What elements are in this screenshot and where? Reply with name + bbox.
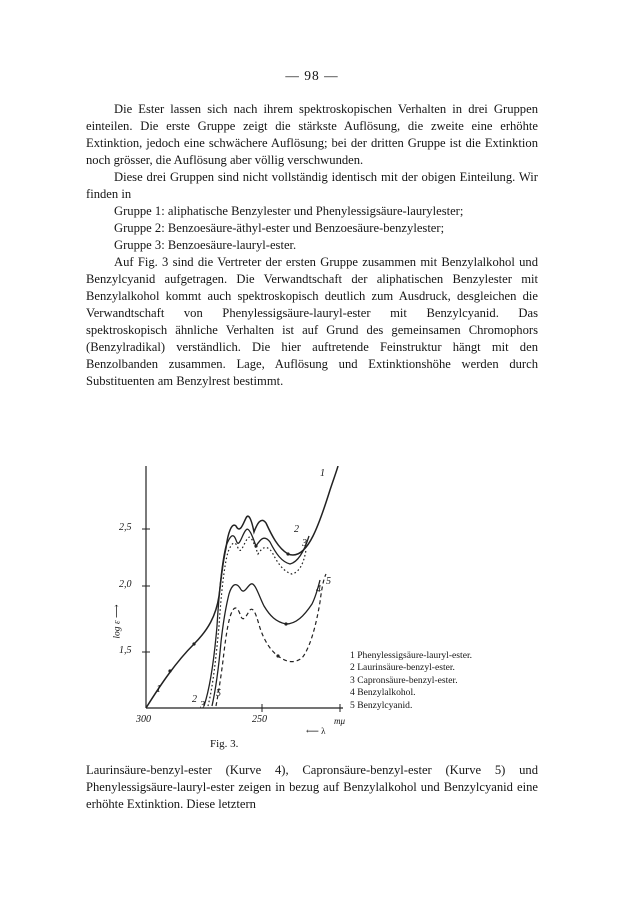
legend-item: 1 Phenylessigsäure-lauryl-ester. xyxy=(350,650,473,661)
x-tick-label: 300 xyxy=(136,714,151,725)
x-axis-label: ⟵ λ xyxy=(306,726,326,736)
legend-item: 4 Benzylalkohol. xyxy=(350,687,416,699)
curve-1-point xyxy=(286,552,289,555)
y-tick-label: 2,5 xyxy=(119,522,132,533)
curve-1 xyxy=(146,466,338,708)
curve-3-label: 3 xyxy=(302,538,307,549)
spectrum-plot xyxy=(116,466,536,766)
legend-item: 3 Capronsäure-benzyl-ester. xyxy=(350,674,458,686)
curve-5-label: 5 xyxy=(216,688,221,699)
curve-3-label: 3 xyxy=(200,700,205,711)
group-2-item: Gruppe 2: Benzoesäure-äthyl-ester und Benzoesäure-benzylester; xyxy=(114,221,445,235)
curve-2-point xyxy=(254,544,257,547)
figure-caption: Fig. 3. xyxy=(210,738,239,750)
y-tick-label: 1,5 xyxy=(119,645,132,656)
bottom-text xyxy=(86,762,538,813)
page-number: — 98 — xyxy=(285,68,339,83)
y-axis-label: log ε ⟶ xyxy=(112,604,123,639)
curve-4-label: 4 xyxy=(316,584,321,595)
group-1-item: Gruppe 1: aliphatische Benzylester und Phenylessigsäure-laurylester; xyxy=(114,204,464,218)
figure-3 xyxy=(112,466,536,766)
paragraph-fig3: Auf Fig. 3 sind die Vertreter der ersten Gruppe zusammen mit Benzylalkohol und Benzylcyanid aufgetragen. Die Verwandtschaft der aliphatischen Benzylester mit Benzylalkohol kommt auch spektroskopisch deutlich zum Ausdruck, desgleichen die Verwandtschaft von Phenylessigsäure-lauryl-ester mit Benzylcyanid. Das spektroskopisch ähnliche Verhalten ist auf Grund des gemeinsamen Chromophors (Benzylradikal) verständlich. Die hier auftretende Feinstruktur hängt mit den Benzolbanden zusammen. Lage, Auflösung und Extinktionshöhe werden durch Substituenten am Benzylrest bestimmt. xyxy=(86,255,538,388)
curve-4 xyxy=(212,580,320,706)
curve-1-label: 1 xyxy=(156,684,161,695)
x-tick-label: 250 xyxy=(252,714,267,725)
legend-item: 2 Laurinsäure-benzyl-ester. xyxy=(350,662,455,674)
y-tick-label: 2,0 xyxy=(119,579,132,590)
curve-1-point xyxy=(168,669,171,672)
main-text xyxy=(86,101,538,390)
group-3-item: Gruppe 3: Benzoesäure-lauryl-ester. xyxy=(114,238,297,252)
paragraph-groups: Diese drei Gruppen sind nicht vollständig identisch mit der obigen Einteilung. Wir finden in xyxy=(86,170,538,201)
legend-item: 5 Benzylcyanid. xyxy=(350,699,413,711)
paragraph-intro: Die Ester lassen sich nach ihrem spektroskopischen Verhalten in drei Gruppen einteilen. Die erste Gruppe zeigt die stärkste Auflösung, die zweite eine erhöhte Extinktion, jedoch eine schwächere Auflösung; bei der dritten Gruppe ist die Extinktion noch grösser, die Auflösung aber völlig verschwunden. xyxy=(86,102,538,167)
curve-5 xyxy=(216,574,326,706)
curve-5-point xyxy=(276,654,279,657)
curve-1-point xyxy=(192,642,195,645)
curve-2-label: 2 xyxy=(192,694,197,705)
curve-2-label: 2 xyxy=(294,524,299,535)
figure-legend xyxy=(350,650,472,712)
paragraph-continued: Laurinsäure-benzyl-ester (Kurve 4), Capronsäure-benzyl-ester (Kurve 5) und Phenylessigsäure-lauryl-ester zeigen in bezug auf Benzylalkohol und Benzylcyanid eine erhöhte Extinktion. Diese letztern xyxy=(86,763,538,811)
x-unit-label: mμ xyxy=(334,716,346,726)
curve-1-label: 1 xyxy=(320,468,325,479)
curve-5-label: 5 xyxy=(326,576,331,587)
curve-4-point xyxy=(284,622,287,625)
